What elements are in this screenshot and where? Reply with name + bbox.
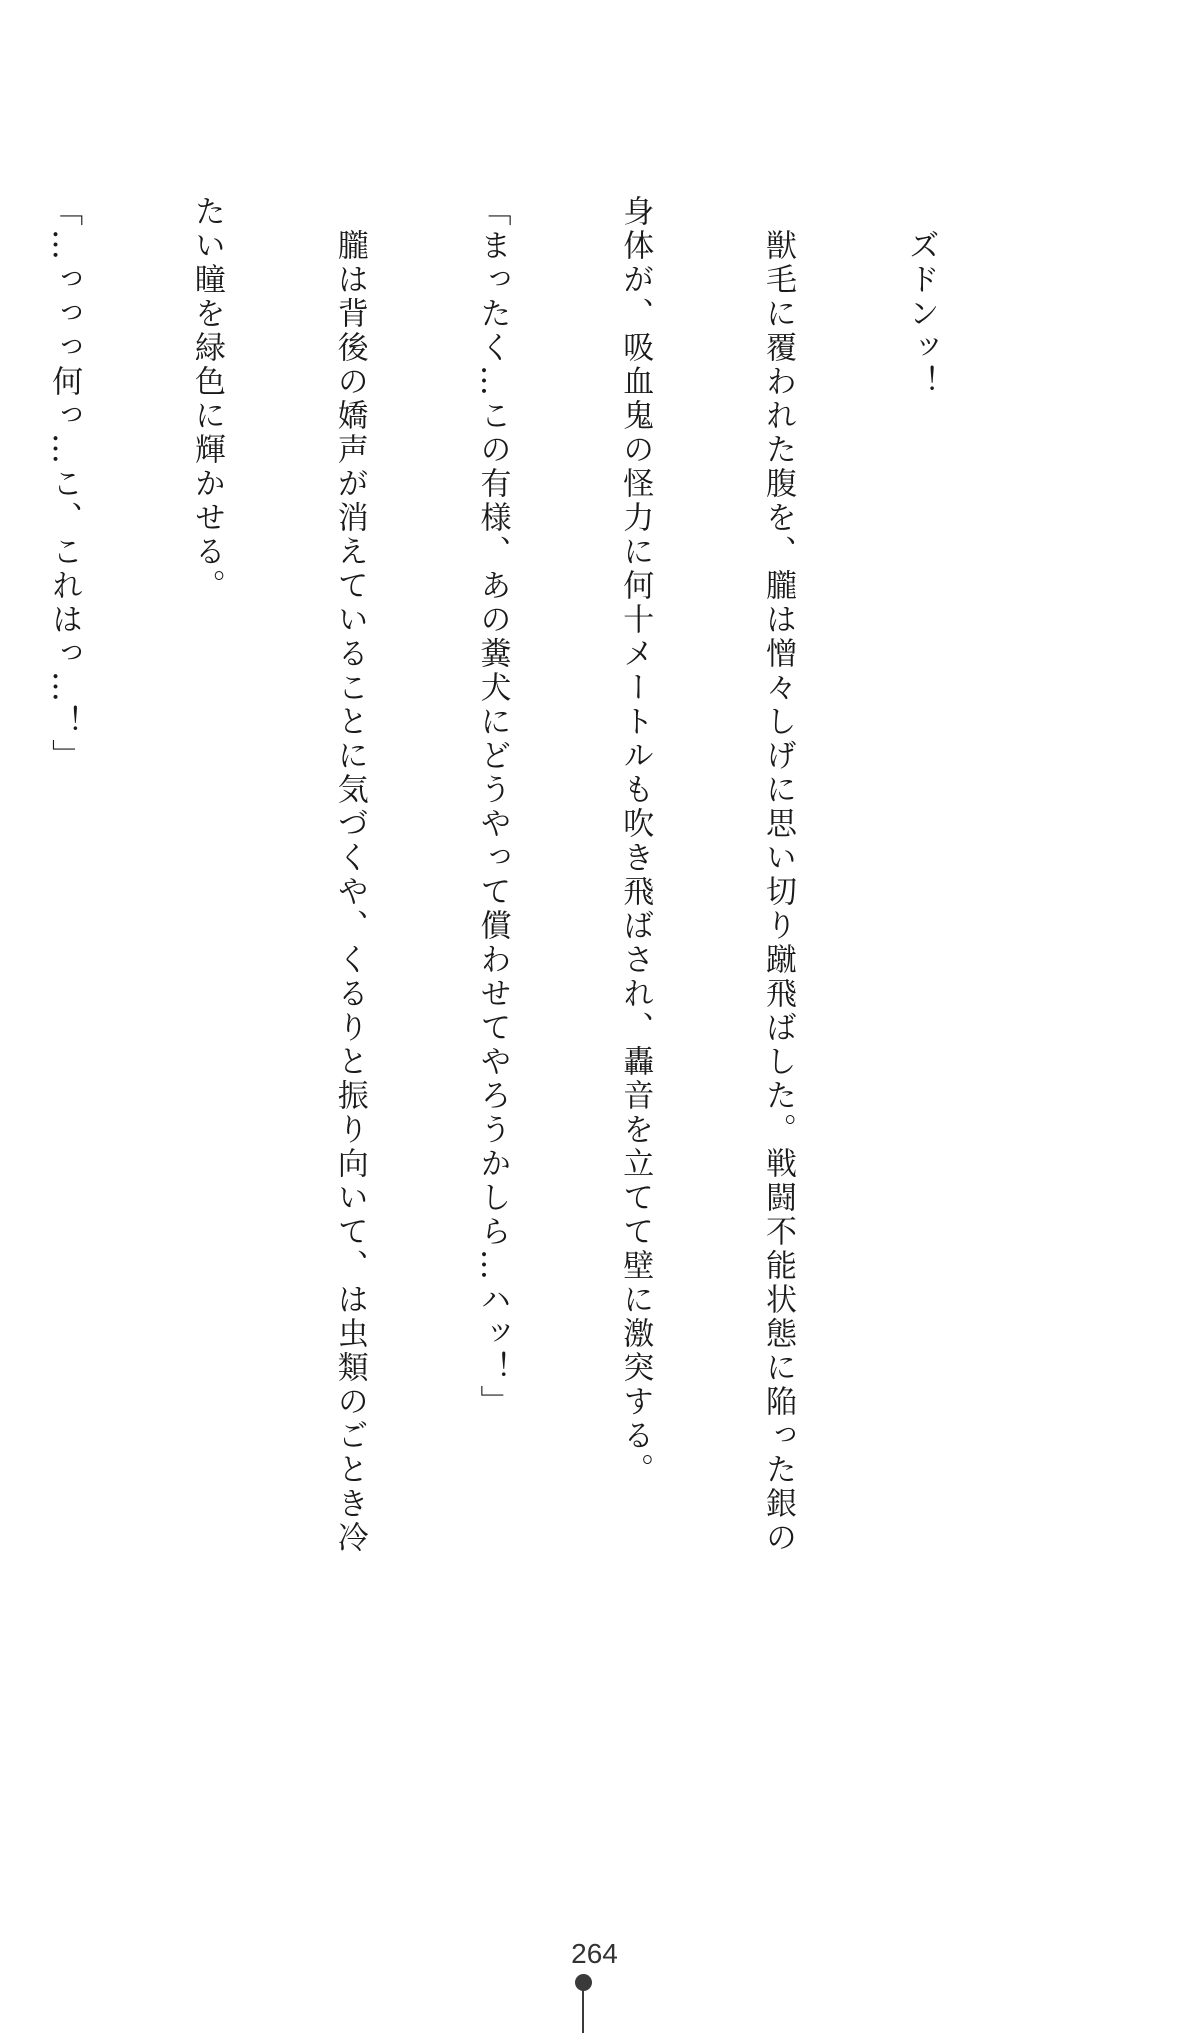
text-line: 「まったく…この有様、あの糞犬にどうやって償わせてやろうかしら…ハッ！」: [474, 195, 511, 1419]
page-marker: [0, 1974, 1189, 2033]
marker-line: [582, 1986, 584, 2033]
page-number: 264: [571, 1938, 618, 1969]
text-line: 獣毛に覆われた腹を、朧は憎々しげに思い切り蹴飛ばした。戦闘不能状態に陥った銀の: [760, 195, 797, 1555]
text-line: 身体が、吸血鬼の怪力に何十メートルも吹き飛ばされ、轟音を立てて壁に激突する。: [617, 195, 654, 1487]
text-line: たい瞳を緑色に輝かせる。: [188, 195, 225, 603]
text-line: 「…っっっ何っ…こ、これはっ…！」: [46, 195, 83, 773]
body-text-column: [0, 195, 1039, 1685]
text-line: 朧は背後の嬌声が消えていることに気づくや、くるりと振り向いて、は虫類のごとき冷: [331, 195, 368, 1555]
text-line: ズドンッ！: [902, 195, 939, 399]
